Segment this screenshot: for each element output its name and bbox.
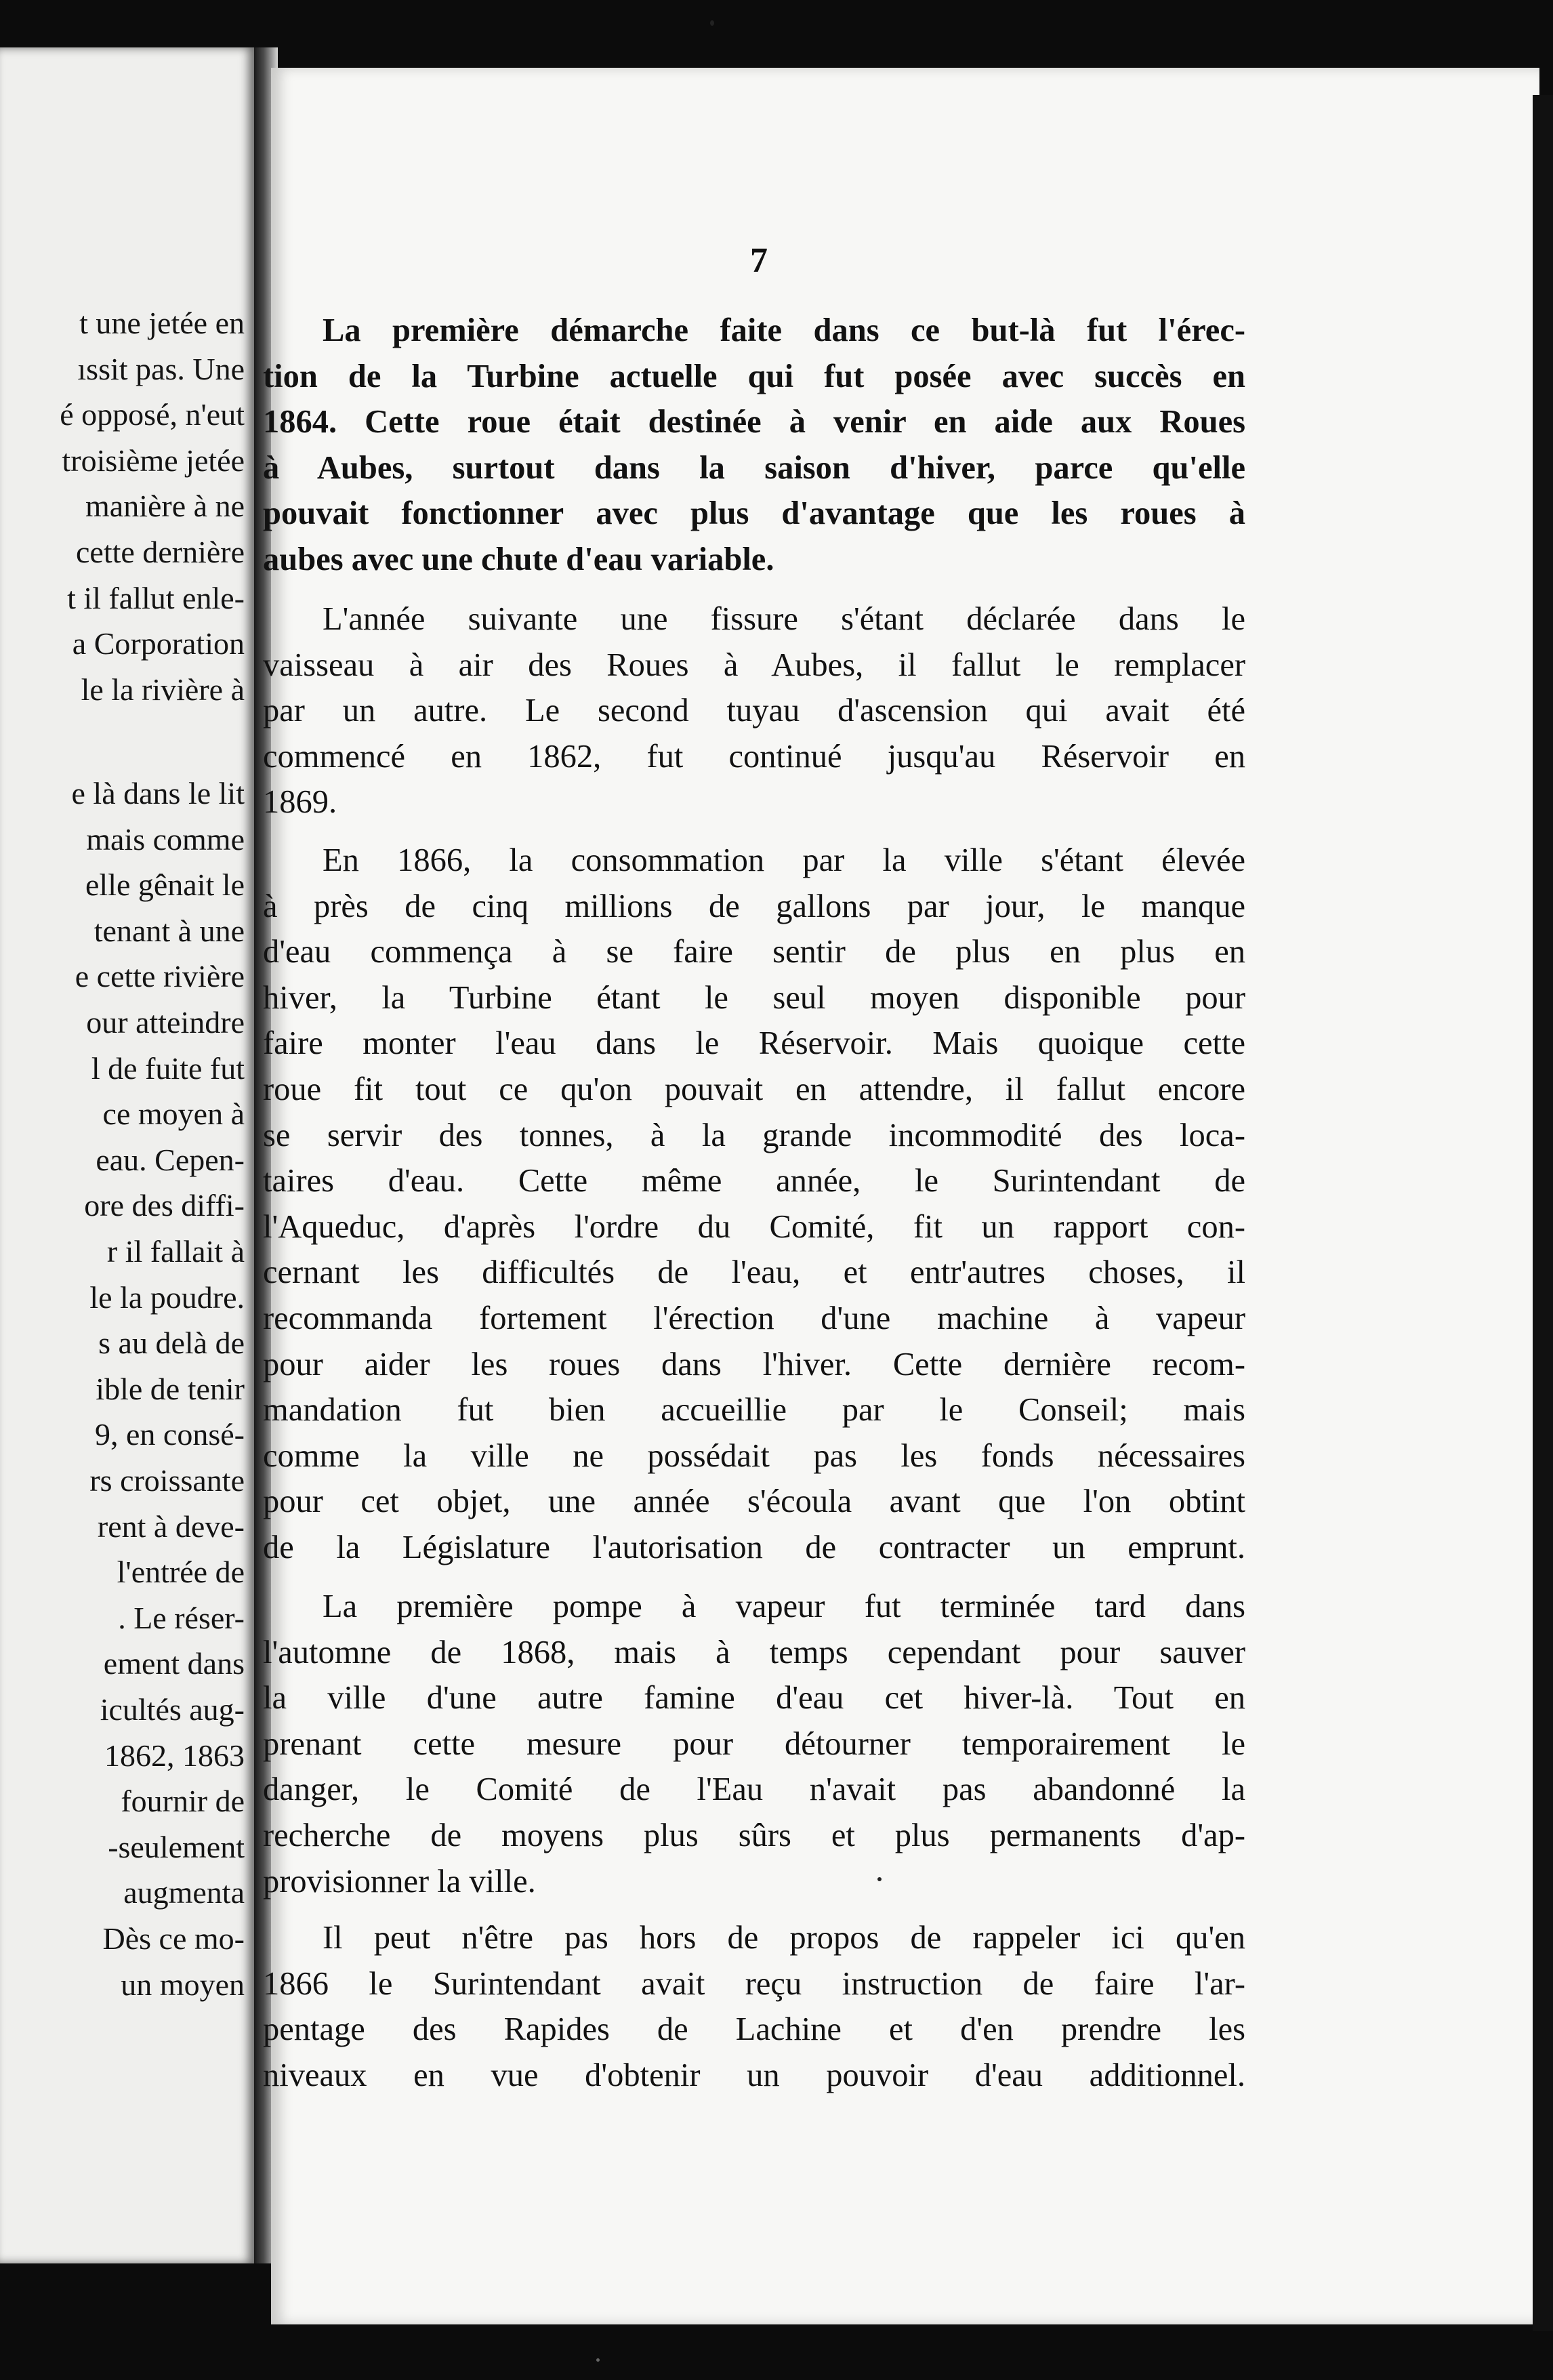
- text-line: par un autre. Le second tuyau d'ascension qui avait été: [263, 693, 1245, 729]
- left-text-line: ce moyen à: [102, 1096, 245, 1132]
- text-line: pouvait fonctionner avec plus d'avantage que les roues à: [263, 495, 1245, 532]
- text-line: d'eau commença à se faire sentir de plus en plus en: [263, 934, 1245, 970]
- left-text-line: troisième jetée: [62, 443, 245, 478]
- left-text-line: rs croissante: [89, 1463, 245, 1498]
- text-line: niveaux en vue d'obtenir un pouvoir d'eau additionnel.: [263, 2057, 1245, 2093]
- paragraph-3: [263, 838, 1245, 1571]
- page-edge: [1533, 95, 1553, 2331]
- text-line: hiver, la Turbine étant le seul moyen disponible pour: [263, 979, 1245, 1016]
- text-line: pour cet objet, une année s'écoula avant que l'on obtint: [263, 1483, 1245, 1520]
- left-text-line: elle gênait le: [85, 867, 245, 903]
- left-text-line: le la rivière à: [81, 672, 245, 707]
- left-text-line: le la poudre.: [89, 1279, 245, 1315]
- paragraph-1: [263, 308, 1245, 583]
- left-text-line: r il fallait à: [106, 1234, 245, 1269]
- text-line: En 1866, la consommation par la ville s'étant élevée: [323, 842, 1245, 878]
- text-line: taires d'eau. Cette même année, le Surintendant de: [263, 1163, 1245, 1199]
- text-line: L'année suivante une fissure s'étant déclarée dans le: [323, 601, 1245, 637]
- left-text-line: e là dans le lit: [71, 776, 245, 811]
- text-line: danger, le Comité de l'Eau n'avait pas abandonné la: [263, 1771, 1245, 1808]
- left-text-line: tenant à une: [94, 913, 245, 948]
- left-text-line: e cette rivière: [75, 959, 245, 994]
- left-text-line: l de fuite fut: [91, 1050, 245, 1086]
- text-line: La première démarche faite dans ce but-là fut l'érec-: [323, 312, 1245, 348]
- left-text-line: l'entrée de: [117, 1555, 245, 1590]
- left-text-line: ible de tenir: [96, 1371, 245, 1406]
- left-text-line: augmenta: [123, 1875, 245, 1910]
- text-line: l'Aqueduc, d'après l'ordre du Comité, fit un rapport con-: [263, 1208, 1245, 1245]
- text-line: 1869.: [263, 784, 337, 821]
- left-text-line: our atteindre: [86, 1005, 245, 1040]
- text-line: se servir des tonnes, à la grande incommodité des loca-: [263, 1117, 1245, 1153]
- text-line: tion de la Turbine actuelle qui fut posée avec succès en: [263, 358, 1245, 394]
- text-line: faire monter l'eau dans le Réservoir. Mais quoique cette: [263, 1025, 1245, 1062]
- left-text-line: ore des diffi-: [84, 1188, 245, 1223]
- scan-speck: [877, 1877, 882, 1881]
- left-text-line: fournir de: [121, 1784, 245, 1819]
- text-line: La première pompe à vapeur fut terminée tard dans: [323, 1588, 1245, 1624]
- text-line: recherche de moyens plus sûrs et plus permanents d'ap-: [263, 1817, 1245, 1853]
- left-text-line: mais comme: [86, 821, 245, 857]
- text-line: pentage des Rapides de Lachine et d'en prendre les: [263, 2011, 1245, 2048]
- text-line: recommanda fortement l'érection d'une machine à vapeur: [263, 1300, 1245, 1336]
- left-text-line: cette dernière: [76, 535, 245, 569]
- text-line: Il peut n'être pas hors de propos de rappeler ici qu'en: [323, 1920, 1245, 1956]
- text-line: provisionner la ville.: [263, 1863, 536, 1900]
- left-text-line: s au delà de: [98, 1326, 245, 1361]
- left-text-line: eau. Cepen-: [96, 1142, 245, 1177]
- text-line: mandation fut bien accueillie par le Conseil; mais: [263, 1392, 1245, 1429]
- text-line: pour aider les roues dans l'hiver. Cette dernière recom-: [263, 1346, 1245, 1382]
- text-line: à Aubes, surtout dans la saison d'hiver, parce qu'elle: [263, 449, 1245, 486]
- text-line: aubes avec une chute d'eau variable.: [263, 541, 774, 577]
- left-text-line: t il fallut enle-: [67, 580, 245, 615]
- left-text-line: 1862, 1863: [104, 1738, 245, 1773]
- left-text-line: a Corporation: [72, 626, 245, 661]
- left-text-line: un moyen: [121, 1967, 245, 2002]
- left-text-line: . Le réser-: [118, 1600, 245, 1635]
- left-text-line: -seulement: [108, 1829, 245, 1864]
- left-text-line: é opposé, n'eut: [60, 397, 245, 432]
- paragraph-4: [263, 1584, 1245, 1904]
- text-line: comme la ville ne possédait pas les fonds nécessaires: [263, 1437, 1245, 1474]
- scan-speck: [710, 20, 714, 26]
- text-line: 1864. Cette roue était destinée à venir en aide aux Roues: [263, 404, 1245, 440]
- left-text-line: t une jetée en: [79, 306, 245, 340]
- scan-speck: [596, 2358, 600, 2362]
- left-text-line: rent à deve-: [97, 1509, 245, 1544]
- left-text-line: Dès ce mo-: [102, 1921, 245, 1956]
- text-line: cernant les difficultés de l'eau, et entr'autres choses, il: [263, 1254, 1245, 1291]
- text-line: prenant cette mesure pour détourner temporairement le: [263, 1725, 1245, 1762]
- left-text-line: ıssit pas. Une: [77, 351, 245, 386]
- text-line: de la Législature l'autorisation de contracter un emprunt.: [263, 1529, 1245, 1565]
- left-text-line: manière à ne: [85, 489, 245, 524]
- paragraph-2: [263, 596, 1245, 825]
- text-line: roue fit tout ce qu'on pouvait en attendre, il fallut encore: [263, 1071, 1245, 1107]
- left-text-line: 9, en consé-: [95, 1417, 245, 1452]
- left-text-line: icultés aug-: [100, 1692, 245, 1727]
- text-line: commencé en 1862, fut continué jusqu'au Réservoir en: [263, 738, 1245, 775]
- left-text-line: ement dans: [103, 1646, 245, 1681]
- text-line: à près de cinq millions de gallons par jour, le manque: [263, 888, 1245, 924]
- text-line: l'automne de 1868, mais à temps cependant pour sauver: [263, 1634, 1245, 1670]
- paragraph-5: [263, 1915, 1245, 2098]
- left-page-fragment: [0, 47, 254, 2263]
- text-line: 1866 le Surintendant avait reçu instruction de faire l'ar-: [263, 1965, 1245, 2002]
- text-line: vaisseau à air des Roues à Aubes, il fallut le remplacer: [263, 647, 1245, 683]
- page-number: 7: [750, 241, 768, 280]
- text-line: la ville d'une autre famine d'eau cet hiver-là. Tout en: [263, 1680, 1245, 1717]
